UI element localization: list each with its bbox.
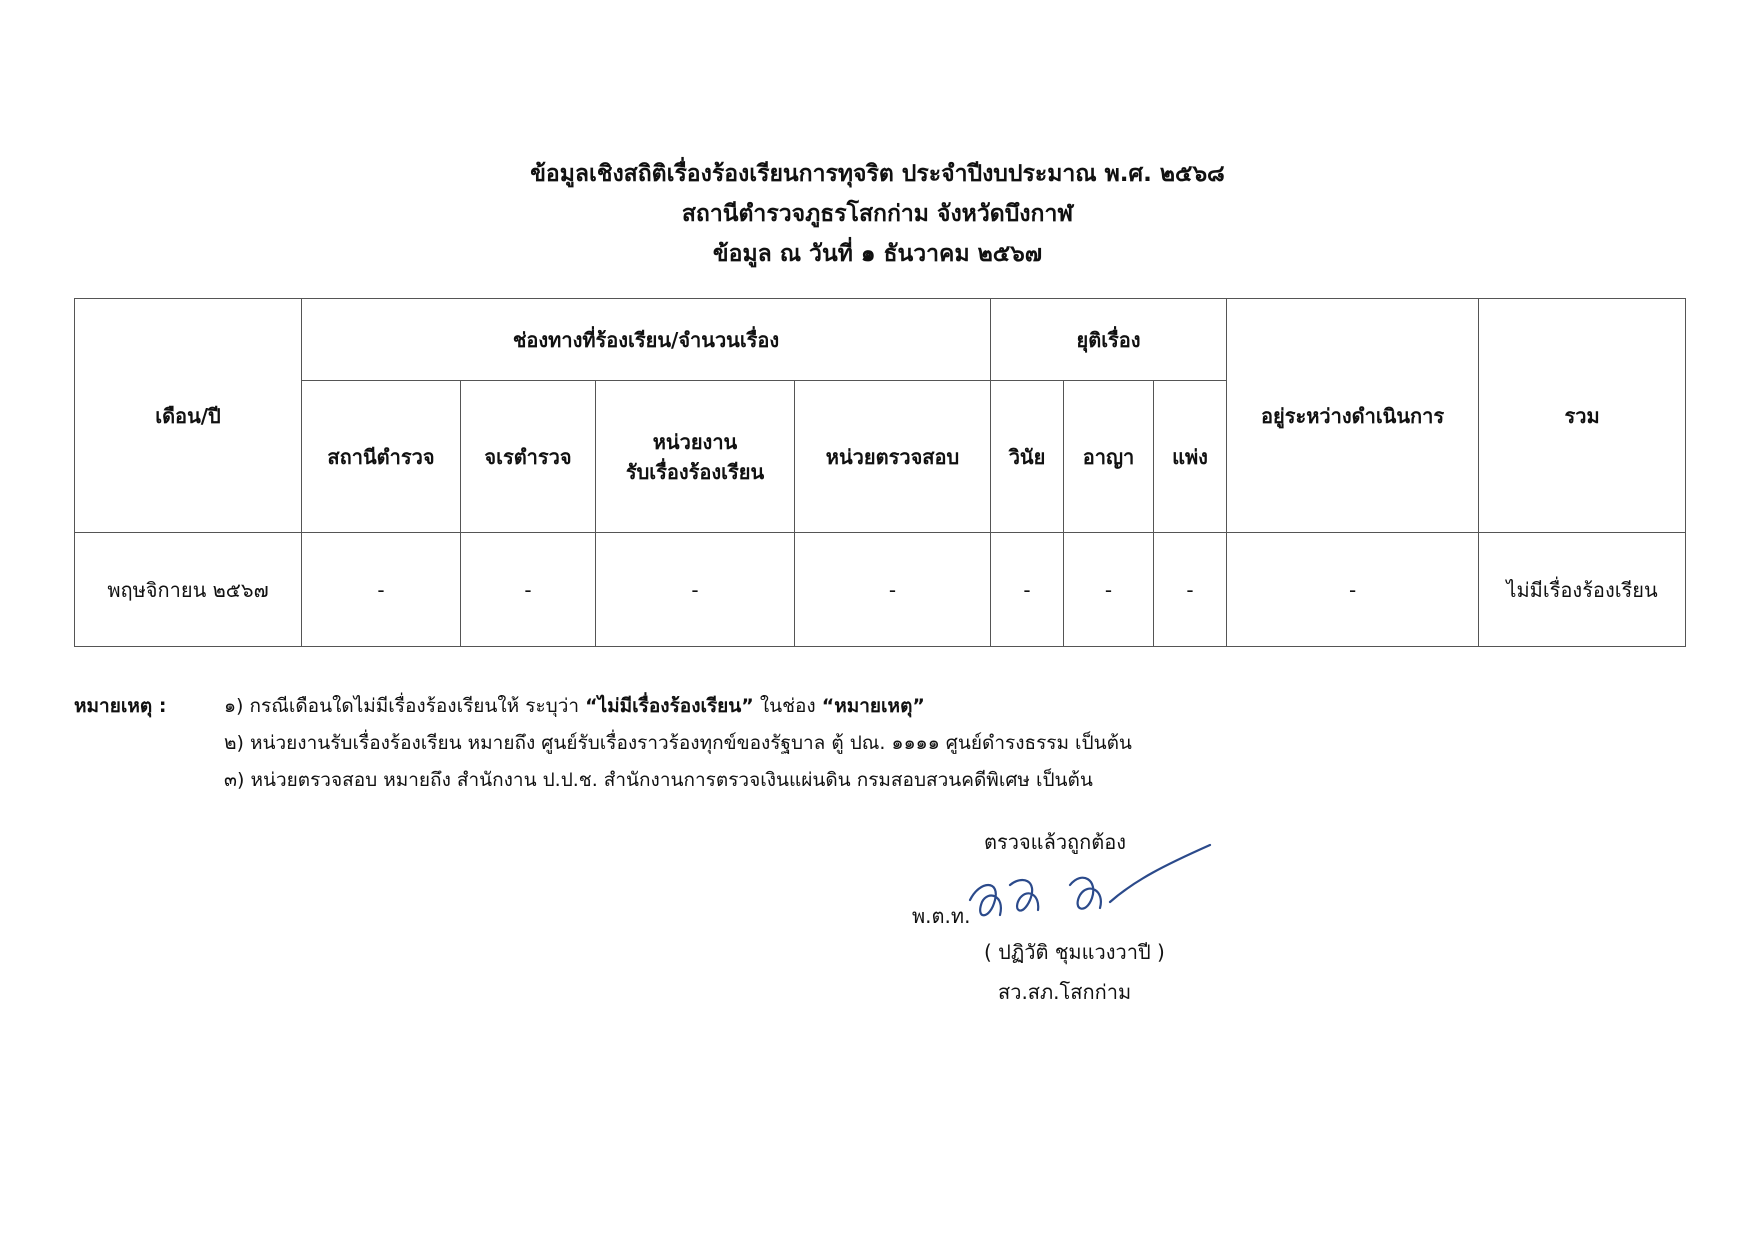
signature-stroke-4	[1110, 845, 1210, 902]
header-channels: ช่องทางที่ร้องเรียน/จำนวนเรื่อง	[302, 299, 991, 381]
subheader-civil: แพ่ง	[1154, 381, 1227, 533]
signer-name: ( ปฏิวัติ ชุมแวงวาปี )	[984, 940, 1165, 964]
verified-caption: ตรวจแล้วถูกต้อง	[984, 830, 1127, 854]
signer-position: สว.สภ.โสกก่าม	[998, 980, 1132, 1004]
table-row	[75, 533, 1686, 647]
note-2: ๒) หน่วยงานรับเรื่องร้องเรียน หมายถึง ศูนย์รับเรื่องราวร้องทุกข์ของรัฐบาล ตู้ ปณ. ๑๑๑๑ ศูนย์ดำรงธรรม เป็นต้น	[224, 732, 1132, 754]
handwritten-signature	[960, 840, 1220, 950]
subheader-agency	[596, 381, 795, 533]
subheader-agency-line1: หน่วยงาน	[652, 429, 738, 454]
cell-audit: -	[795, 533, 991, 647]
data-date: ข้อมูล ณ วันที่ ๑ ธันวาคม ๒๕๖๗	[712, 241, 1043, 267]
cell-month: พฤษจิกายน ๒๕๖๗	[75, 533, 302, 647]
note-1	[224, 688, 925, 725]
header-in-progress: อยู่ระหว่างดำเนินการ	[1227, 299, 1479, 533]
cell-discipline: -	[991, 533, 1064, 647]
note-1-emphasis-b: “หมายเหตุ”	[821, 695, 925, 717]
note-1-text-a: ๑) กรณีเดือนใดไม่มีเรื่องร้องเรียนให้ ระบุว่า	[224, 695, 586, 717]
station-name: สถานีตำรวจภูธรโสกก่าม จังหวัดบึงกาฬ	[681, 201, 1074, 227]
note-1-text-b: ในช่อง	[753, 695, 822, 717]
cell-total: ไม่มีเรื่องร้องเรียน	[1479, 533, 1686, 647]
note-3: ๓) หน่วยตรวจสอบ หมายถึง สำนักงาน ป.ป.ช. สำนักงานการตรวจเงินแผ่นดิน กรมสอบสวนคดีพิเศษ เป็นต้น	[224, 769, 1093, 791]
cell-civil: -	[1154, 533, 1227, 647]
signature-stroke-3	[1070, 878, 1101, 909]
header-total: รวม	[1479, 299, 1686, 533]
subheader-discipline: วินัย	[991, 381, 1064, 533]
subheader-criminal: อาญา	[1064, 381, 1154, 533]
signer-rank: พ.ต.ท.	[912, 904, 971, 928]
notes-label: หมายเหตุ :	[74, 695, 167, 717]
cell-station: -	[302, 533, 461, 647]
cell-agency: -	[596, 533, 795, 647]
cell-patrol: -	[461, 533, 596, 647]
signature-stroke-2	[1010, 880, 1038, 911]
subheader-agency-line2: รับเรื่องร้องเรียน	[625, 459, 765, 484]
note-1-emphasis-a: “ไม่มีเรื่องร้องเรียน”	[585, 695, 754, 717]
complaint-stats-table	[74, 298, 1686, 647]
header-month: เดือน/ปี	[75, 299, 302, 533]
subheader-audit: หน่วยตรวจสอบ	[795, 381, 991, 533]
subheader-patrol: จเรตำรวจ	[461, 381, 596, 533]
cell-in-progress: -	[1227, 533, 1479, 647]
subheader-station: สถานีตำรวจ	[302, 381, 461, 533]
document-title: ข้อมูลเชิงสถิติเรื่องร้องเรียนการทุจริต ประจำปีงบประมาณ พ.ศ. ๒๕๖๘	[530, 161, 1225, 187]
header-resolved: ยุติเรื่อง	[991, 299, 1227, 381]
cell-criminal: -	[1064, 533, 1154, 647]
signature-stroke-1	[970, 885, 1001, 915]
